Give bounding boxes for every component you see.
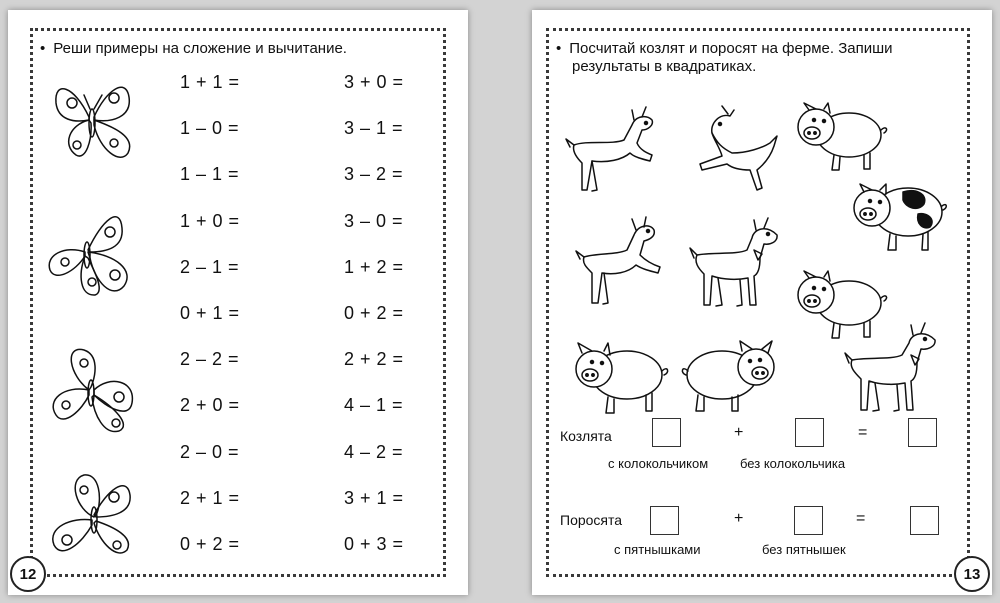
equation: 1 – 0 = [180,118,240,139]
goat-picture [692,98,782,198]
equation: 1 + 1 = [180,72,240,92]
equation: 0 + 2 = [344,303,404,323]
goat-bell-picture [837,315,947,420]
equation: 3 – 1 = [344,118,404,139]
goat-picture [572,205,667,315]
equation: 0 + 1 = [180,303,240,323]
goats-without-bell-caption: без колокольчика [740,456,846,471]
pigs-label: Поросята [560,512,623,528]
left-page [8,10,468,595]
pigs-spotted-box[interactable] [650,506,679,535]
pigs-total-box[interactable] [910,506,939,535]
butterfly-picture [42,465,137,570]
pig-picture [794,95,889,175]
butterfly-picture [40,200,135,305]
equals-sign: = [858,424,868,441]
equation: 2 – 1 = [180,256,240,277]
instruction-line-1: Посчитай козлят и поросят на ферме. Запиши [569,40,893,57]
equals-sign: = [856,510,866,527]
pigs-spotted-caption: с пятнышками [614,542,701,557]
goats-label: Козлята [560,428,612,444]
goats-with-bell-caption: с колокольчиком [608,456,709,471]
equation: 4 – 2 = [344,441,404,462]
pigs-unspotted-box[interactable] [794,506,823,535]
goat-picture [562,95,657,205]
bullet: • [40,40,46,57]
butterfly-picture [44,65,139,170]
pig-picture [572,335,672,415]
equation: 3 + 0 = [344,72,404,92]
goats-without-bell-box[interactable] [795,418,824,447]
equation: 2 + 0 = [180,395,240,416]
equation: 3 – 0 = [344,210,404,231]
plus-sign: + [734,424,744,441]
equation: 0 + 3 = [344,534,404,554]
butterfly-picture [44,335,139,445]
right-instruction [556,40,956,76]
equation: 2 – 0 = [180,441,240,462]
right-page [532,10,992,595]
equation: 2 + 2 = [344,349,404,370]
equation: 2 – 2 = [180,349,240,370]
plus-sign: + [734,510,744,527]
page-number: 12 [10,556,46,592]
pigs-unspotted-caption: без пятнышек [762,542,846,557]
pig-picture [680,335,780,415]
instruction-text: Реши примеры на сложение и вычитание. [53,40,347,57]
equation: 3 + 1 = [344,487,404,508]
equation: 2 + 1 = [180,487,240,508]
goat-bell-picture [682,210,787,315]
equation: 1 + 0 = [180,210,240,231]
left-instruction [40,40,347,58]
page-number: 13 [954,556,990,592]
equation: 3 – 2 = [344,164,404,185]
instruction-line-2: результаты в квадратиках. [572,58,757,75]
equation: 0 + 2 = [180,534,240,554]
bullet: • [556,40,562,57]
equation: 1 + 2 = [344,256,404,277]
pig-spotted-picture [848,172,948,257]
equation: 4 – 1 = [344,395,404,416]
goats-with-bell-box[interactable] [652,418,681,447]
goats-total-box[interactable] [908,418,937,447]
equation: 1 – 1 = [180,164,240,185]
